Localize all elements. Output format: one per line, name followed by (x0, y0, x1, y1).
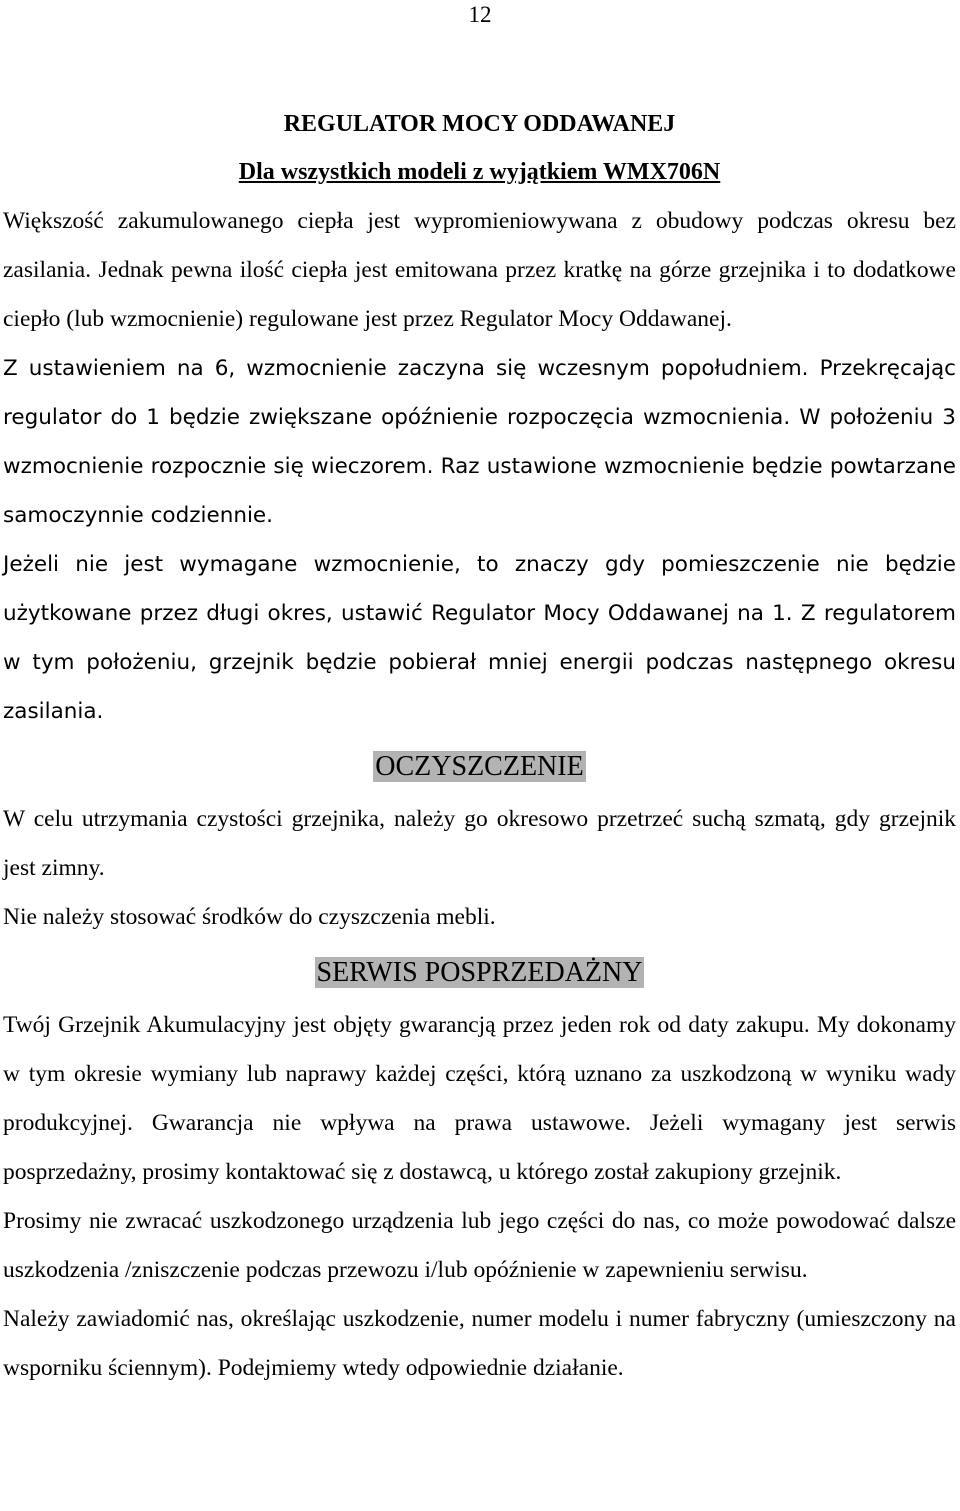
page-number: 12 (468, 2, 492, 27)
cleaning-heading (3, 740, 956, 795)
cleaning-paragraph-2: Nie należy stosować środków do czyszczenia mebli. (3, 904, 496, 930)
regulator-paragraph-3: Jeżeli nie jest wymagane wzmocnienie, to znaczy gdy pomieszczenie nie będzie użytkowane przez długi okres, ustawić Regulator Mocy Oddawanej na 1. Z regulatorem w tym położeniu, grzejnik będzie pobierał mniej energii podczas następnego okresu zasilania. (3, 552, 956, 724)
cleaning-heading-text: OCZYSZCZENIE (375, 751, 584, 782)
page-content (3, 102, 956, 1393)
section-title: REGULATOR MOCY ODDAWANEJ (283, 111, 676, 137)
cleaning-paragraph-1: W celu utrzymania czystości grzejnika, należy go okresowo przetrzeć suchą szmatą, gdy grzejnik jest zimny. (3, 806, 956, 881)
service-paragraph-2: Prosimy nie zwracać uszkodzonego urządzenia lub jego części do nas, co może powodować dalsze uszkodzenia /zniszczenie podczas przewozu i/lub opóźnienie w zapewnieniu serwisu. (3, 1208, 956, 1283)
regulator-paragraph-2: Z ustawieniem na 6, wzmocnienie zaczyna się wczesnym popołudniem. Przekręcając regulator do 1 będzie zwiększane opóźnienie rozpoczęcia wzmocnienia. W położeniu 3 wzmocnienie rozpocznie się wieczorem. Raz ustawione wzmocnienie będzie powtarzane samoczynnie codziennie. (3, 356, 956, 528)
service-paragraph-1: Twój Grzejnik Akumulacyjny jest objęty gwarancją przez jeden rok od daty zakupu. My dokonamy w tym okresie wymiany lub naprawy każdej części, którą uznano za uszkodzoną w wyniku wady produkcyjnej. Gwarancja nie wpływa na prawa ustawowe. Jeżeli wymagany jest serwis posprzedażny, prosimy kontaktować się z dostawcą, u którego został zakupiony grzejnik. (3, 1012, 956, 1185)
service-heading-text: SERWIS POSPRZEDAŻNY (316, 957, 643, 988)
service-paragraph-3: Należy zawiadomić nas, określając uszkodzenie, numer modelu i numer fabryczny (umieszczony na wsporniku ściennym). Podejmiemy wtedy odpowiednie działanie. (3, 1306, 956, 1381)
service-heading (3, 946, 956, 1001)
regulator-paragraph-1: Większość zakumulowanego ciepła jest wypromieniowywana z obudowy podczas okresu bez zasilania. Jednak pewna ilość ciepła jest emitowana przez kratkę na górze grzejnika i to dodatkowe ciepło (lub wzmocnienie) regulowane jest przez Regulator Mocy Oddawanej. (3, 208, 956, 332)
section-subtitle: Dla wszystkich modeli z wyjątkiem WMX706N (238, 159, 721, 185)
